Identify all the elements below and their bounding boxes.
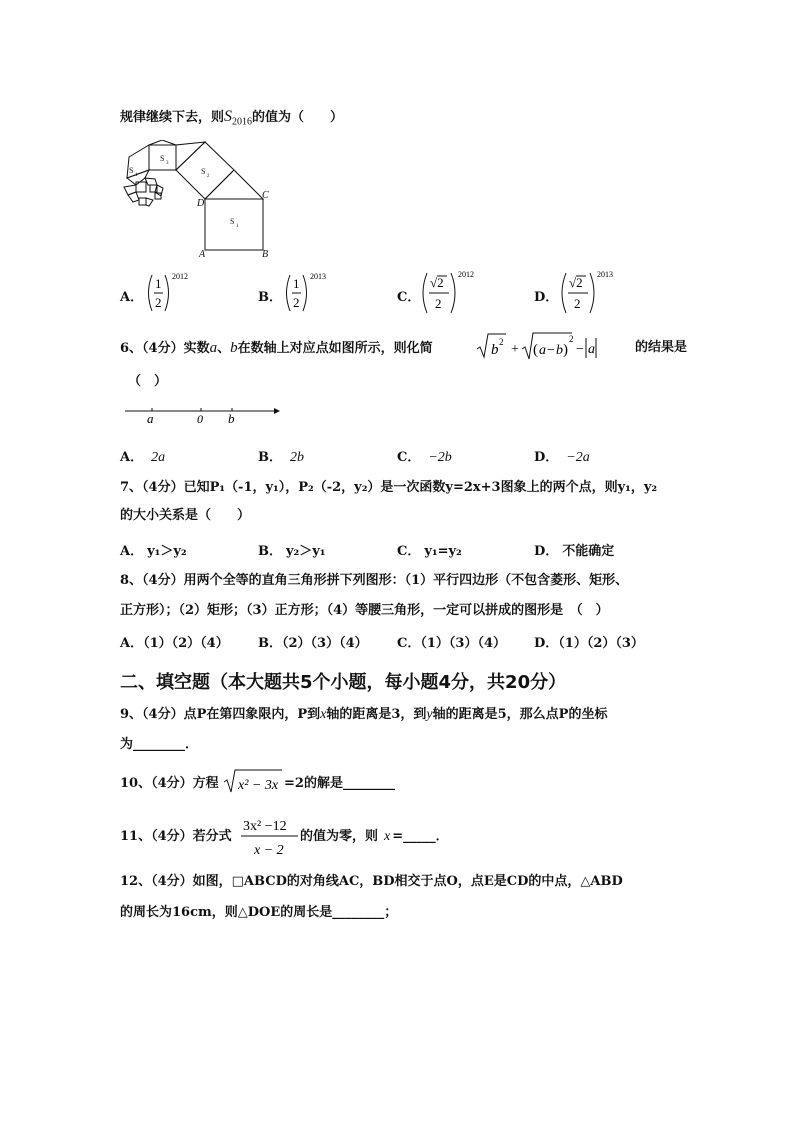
q5-intro (120, 107, 343, 133)
q11-suffix: =_____． (392, 829, 449, 844)
frac-exp: 2013 (310, 272, 326, 281)
q8-option-b[interactable] (258, 632, 368, 651)
q8-option-a[interactable] (120, 632, 229, 651)
q6-sep: 、 (217, 341, 231, 356)
option-value: y₁＞y₂ (147, 544, 187, 559)
option-letter: B． (258, 544, 282, 559)
q8-option-d[interactable] (534, 632, 644, 651)
q7-option-d[interactable] (534, 540, 614, 559)
option-letter: B． (258, 450, 282, 465)
q8-line1: 8、（4分）用两个全等的直角三角形拼下列图形：（1）平行四边形（不包含菱形、矩形、 (120, 573, 629, 588)
label-B: B (262, 249, 269, 260)
svg-text:+: + (511, 342, 519, 357)
q9-line2: 为________． (120, 737, 199, 752)
q9-part3: 轴的距离是5，那么点P的坐标 (432, 707, 608, 722)
q6-suffix: 的结果是 (635, 340, 688, 355)
label-s2: S (201, 167, 206, 176)
q5-option-a-frac (143, 268, 203, 320)
svg-text:−: − (576, 342, 584, 357)
option-value: （1）（2）（4） (143, 636, 229, 651)
q5-intro-tail: 的值为（ ） (252, 110, 344, 125)
svg-text:−: − (547, 343, 555, 358)
section-heading: 二、填空题（本大题共5个小题，每小题4分，共20分） (120, 672, 567, 693)
axis-label-b: b (228, 411, 235, 426)
q6-paren: （ ） (128, 374, 168, 389)
q8-line2: 正方形）；（2）矩形；（3）正方形；（4）等腰三角形，一定可以拼成的图形是 （ ） (120, 603, 609, 618)
q10-radical (222, 765, 284, 797)
option-value: （1）（3）（4） (420, 636, 506, 651)
q5-option-b-frac (281, 268, 341, 320)
var-x: x (384, 829, 391, 844)
q10-radicand: x² − 3x (238, 778, 279, 793)
var-y: y (426, 707, 433, 722)
q6-option-d[interactable] (534, 446, 590, 466)
svg-text:(: ( (533, 342, 538, 358)
option-value: y₁=y₂ (424, 544, 462, 559)
q11-fraction (238, 812, 302, 860)
q5-option-a[interactable] (120, 286, 143, 305)
option-letter: A． (120, 290, 144, 305)
q6-stem (120, 338, 433, 359)
q6-prefix: 6、（4分）实数 (120, 341, 210, 356)
svg-text:): ) (563, 342, 568, 358)
frac-den: 2 (155, 295, 162, 310)
q5-option-c-frac (418, 266, 488, 320)
option-value: 2b (290, 450, 304, 465)
option-letter: A． (120, 636, 144, 651)
option-letter: B． (258, 290, 282, 305)
q5-figure (115, 140, 280, 260)
frac-den: 2 (574, 296, 581, 311)
var-a: a (209, 340, 218, 356)
q5-option-d-frac (557, 266, 627, 320)
label-s1: S (230, 217, 235, 226)
q10-prefix: 10、（4分）方程 (120, 776, 219, 791)
label-s1-sub: 1 (236, 224, 239, 229)
q9-part1: 9、（4分）点P在第四象限内，P到 (120, 707, 321, 722)
option-letter: D． (534, 450, 559, 465)
frac-num: √2 (430, 275, 444, 290)
q11-middle: 的值为零，则 (300, 829, 379, 844)
q6-option-a[interactable] (120, 446, 165, 466)
q7-line2: 的大小关系是（ ） (120, 508, 251, 523)
frac-num: 1 (155, 276, 162, 291)
frac-exp: 2012 (172, 272, 188, 281)
q11-tail (300, 827, 449, 847)
option-value: 不能确定 (562, 544, 615, 559)
q5-option-b[interactable] (258, 286, 282, 305)
option-value: −2a (566, 450, 590, 465)
q10-suffix: =2的解是________ (284, 776, 395, 791)
svg-text:a: a (588, 342, 595, 357)
label-C: C (262, 190, 269, 201)
svg-text:b: b (491, 342, 499, 358)
frac-den: 2 (435, 296, 442, 311)
label-A: A (199, 249, 206, 260)
q11-prefix: 11、（4分）若分式 (120, 829, 232, 844)
q5-intro-text: 规律继续下去，则 (120, 110, 225, 125)
q9-part2: 轴的距离是3，到 (326, 707, 427, 722)
s-subscript: 2016 (232, 116, 253, 128)
s-symbol: S (224, 108, 233, 125)
frac-exp: 2012 (458, 270, 474, 279)
svg-text:2: 2 (569, 334, 574, 344)
label-s4: S (129, 166, 134, 175)
svg-text:a: a (539, 343, 546, 358)
label-s2-sub: 2 (207, 174, 210, 179)
option-letter: A． (120, 544, 144, 559)
q6-expression (475, 330, 625, 362)
var-b: b (230, 340, 238, 356)
axis-label-zero: 0 (197, 412, 203, 426)
label-D: D (197, 198, 205, 209)
var-x: x (320, 707, 327, 722)
frac-den: 2 (293, 295, 300, 310)
option-value: 2a (151, 450, 166, 465)
frac-exp: 2013 (597, 270, 613, 279)
option-letter: C． (397, 290, 421, 305)
q11-numerator: 3x² −12 (243, 819, 287, 834)
option-letter: B． (258, 636, 282, 651)
option-letter: A． (120, 450, 144, 465)
option-value: （2）（3）（4） (282, 636, 368, 651)
option-letter: C． (397, 450, 421, 465)
option-value: y₂＞y₁ (286, 544, 326, 559)
option-letter: C． (397, 544, 421, 559)
q5-option-c[interactable] (397, 286, 420, 305)
option-value: −2b (428, 450, 452, 465)
q7-option-c[interactable] (397, 540, 462, 559)
svg-text:2: 2 (499, 337, 504, 347)
label-s3: S (160, 154, 165, 163)
frac-num: √2 (569, 275, 583, 290)
q6-number-line (120, 402, 280, 428)
axis-label-a: a (147, 411, 154, 426)
option-letter: D． (534, 544, 559, 559)
q7-option-b[interactable] (258, 540, 326, 559)
frac-num: 1 (293, 276, 300, 291)
option-value: （1）（2）（3） (558, 636, 644, 651)
q9-line1 (120, 705, 607, 725)
option-letter: D． (534, 636, 559, 651)
q5-option-d[interactable] (534, 286, 558, 305)
q6-middle: 在数轴上对应点如图所示，则化简 (237, 341, 433, 356)
option-letter: D． (534, 290, 559, 305)
q12-line1: 12、（4分）如图，□ABCD的对角线AC，BD相交于点O，点E是CD的中点，△ABD (120, 874, 623, 889)
q12-line2: 的周长为16cm，则△DOE的周长是________； (120, 905, 398, 920)
svg-text:b: b (556, 343, 563, 358)
q8-option-c[interactable] (397, 632, 506, 651)
q7-option-a[interactable] (120, 540, 187, 559)
q11-denominator: x − 2 (254, 843, 284, 858)
q6-option-c[interactable] (397, 446, 452, 466)
q6-option-b[interactable] (258, 446, 304, 466)
q7-line1: 7、（4分）已知P₁（-1，y₁），P₂（-2，y₂）是一次函数y=2x+3图象上的两个点，则y₁，y₂ (120, 480, 658, 495)
label-s4-sub: 4 (135, 173, 138, 178)
label-s3-sub: 3 (166, 161, 169, 166)
option-letter: C． (397, 636, 421, 651)
